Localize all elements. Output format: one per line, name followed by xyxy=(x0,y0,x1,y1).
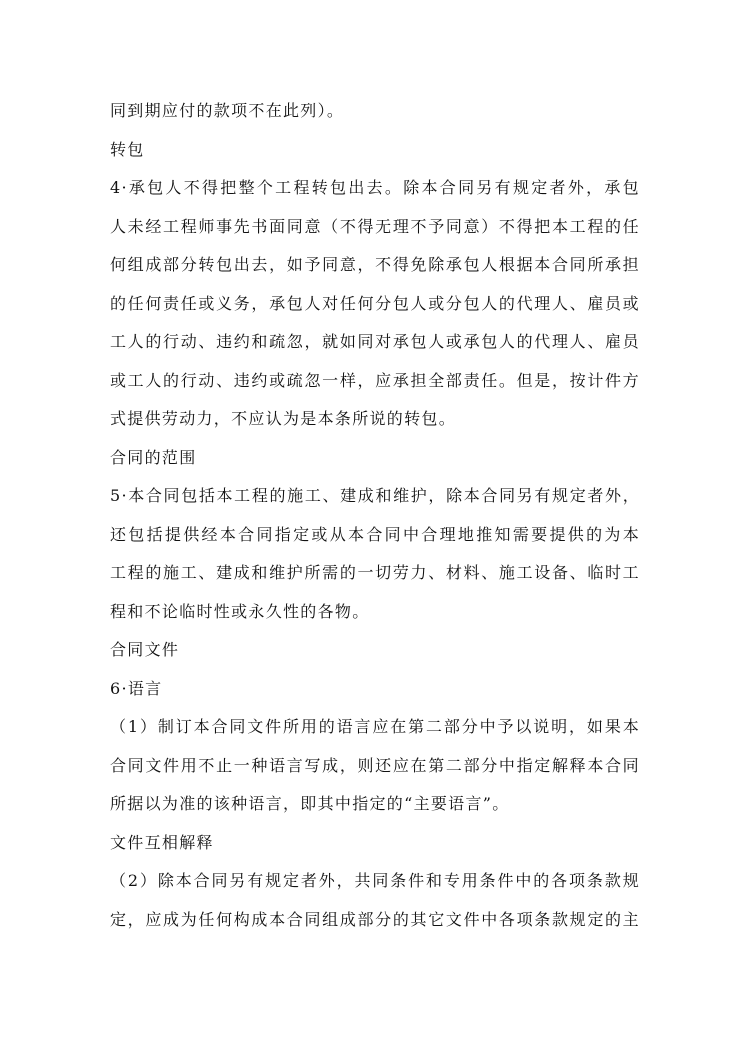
section-heading-subcontracting: 转包 xyxy=(110,139,145,159)
text-line: 合同文件用不止一种语言写成，则还应在第二部分中指定解释本合同 xyxy=(110,755,640,775)
text-line: 或工人的行动、违约或疏忽一样，应承担全部责任。但是，按计件方 xyxy=(110,370,640,390)
text-line: 的任何责任或义务，承包人对任何分包人或分包人的代理人、雇员或 xyxy=(110,293,640,313)
text-line: 同到期应付的款项不在此列）。 xyxy=(110,101,345,120)
section-heading-contract-scope: 合同的范围 xyxy=(110,447,197,467)
text-line: （2）除本合同另有规定者外，共同条件和专用条件中的各项条款规 xyxy=(110,871,640,890)
text-line: 定，应成为任何构成本合同组成部分的其它文件中各项条款规定的主 xyxy=(110,909,640,929)
text-line: 5·本合同包括本工程的施工、建成和维护，除本合同另有规定者外， xyxy=(110,486,640,505)
text-line: 人未经工程师事先书面同意（不得无理不予同意）不得把本工程的任 xyxy=(110,216,640,236)
text-line: 还包括提供经本合同指定或从本合同中合理地推知需要提供的为本 xyxy=(110,524,640,544)
section-heading-mutual-interpretation: 文件互相解释 xyxy=(110,832,214,852)
text-line: （1）制订本合同文件所用的语言应在第二部分中予以说明，如果本 xyxy=(110,717,640,736)
text-line: 何组成部分转包出去，如予同意，不得免除承包人根据本合同所承担 xyxy=(110,255,640,274)
text-line: 程和不论临时性或永久性的各物。 xyxy=(110,601,370,621)
text-line: 4·承包人不得把整个工程转包出去。除本合同另有规定者外，承包 xyxy=(110,178,640,197)
document-body xyxy=(110,92,640,939)
section-heading-language: 6·语言 xyxy=(110,678,163,698)
section-heading-contract-documents: 合同文件 xyxy=(110,640,180,659)
text-line: 所据以为准的该种语言，即其中指定的“主要语言”。 xyxy=(110,794,510,813)
text-line: 式提供劳动力，不应认为是本条所说的转包。 xyxy=(110,409,457,428)
text-line: 工人的行动、违约和疏忽，就如同对承包人或承包人的代理人、雇员 xyxy=(110,332,640,351)
text-line: 工程的施工、建成和维护所需的一切劳力、材料、施工设备、临时工 xyxy=(110,563,640,582)
